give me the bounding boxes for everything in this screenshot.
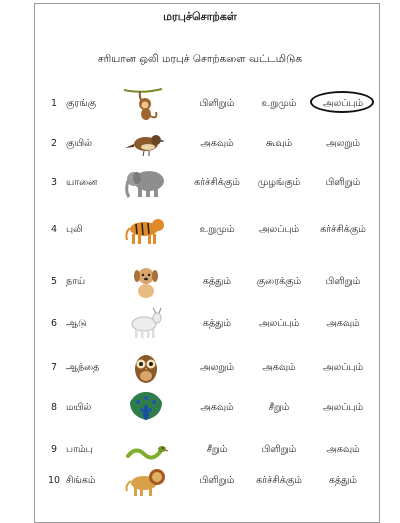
answer-option[interactable]: கர்ச்சிக்கும்	[256, 475, 302, 486]
question-row-1	[0, 86, 400, 122]
animal-name: மயில்	[66, 402, 92, 413]
answer-option[interactable]: பிளிறும்	[325, 177, 361, 188]
answer-option[interactable]: சீறும்	[206, 444, 228, 455]
question-row-10	[0, 463, 400, 499]
answer-option[interactable]: கத்தும்	[328, 475, 358, 486]
question-number: 3	[50, 177, 58, 188]
question-number: 5	[50, 276, 58, 287]
answer-option[interactable]: பிளிறும்	[261, 444, 297, 455]
answer-option[interactable]: சீறும்	[268, 402, 290, 413]
answer-option[interactable]: கூவும்	[265, 138, 293, 149]
answer-option[interactable]: அலப்பும்	[322, 402, 364, 413]
answer-option[interactable]: பிளிறும்	[199, 98, 235, 109]
elephant-icon	[122, 165, 170, 201]
owl-icon	[122, 350, 170, 386]
animal-name: யானை	[66, 177, 98, 188]
worksheet-instruction: சரியான ஒலி மரபுச் சொற்களை வட்டமிடுக	[97, 53, 303, 65]
question-row-7	[0, 350, 400, 386]
answer-option-circled[interactable]: அலப்பும்	[310, 98, 376, 110]
sparrow-icon	[122, 126, 170, 162]
question-number: 2	[50, 138, 58, 149]
question-number: 8	[50, 402, 58, 413]
peacock-icon	[122, 390, 170, 426]
question-number: 1	[50, 98, 58, 109]
animal-name: ஆந்தை	[66, 362, 100, 373]
answer-option[interactable]: அகவும்	[200, 402, 234, 413]
animal-name: குயில்	[66, 138, 93, 149]
dog-icon	[122, 264, 170, 300]
answer-option[interactable]: அலறும்	[199, 362, 235, 373]
question-number: 4	[50, 224, 58, 235]
answer-option[interactable]: குரைக்கும்	[256, 276, 302, 287]
question-number: 6	[50, 318, 58, 329]
monkey-icon	[122, 86, 170, 122]
answer-option[interactable]: கர்ச்சிக்கும்	[320, 224, 366, 235]
animal-name: பாம்பு	[66, 444, 93, 455]
answer-option[interactable]: பிளிறும்	[325, 276, 361, 287]
answer-option[interactable]: பிளிறும்	[199, 475, 235, 486]
answer-option[interactable]: அகவும்	[326, 444, 360, 455]
answer-option[interactable]: உறுமும்	[261, 98, 297, 109]
answer-option[interactable]: உறுமும்	[199, 224, 235, 235]
animal-name: நாய்	[66, 276, 86, 287]
tiger-icon	[122, 212, 170, 248]
question-number: 7	[50, 362, 58, 373]
question-row-4	[0, 212, 400, 248]
goat-icon	[122, 306, 170, 342]
lion-icon	[122, 463, 170, 499]
answer-option[interactable]: அகவும்	[326, 318, 360, 329]
question-row-8	[0, 390, 400, 426]
question-row-6	[0, 306, 400, 342]
animal-name: ஆடு	[66, 318, 87, 329]
worksheet-title: மரபுச்சொற்கள்	[163, 10, 237, 23]
answer-option[interactable]: அலறும்	[325, 138, 361, 149]
question-number: 10	[47, 475, 61, 486]
answer-option[interactable]: அகவும்	[200, 138, 234, 149]
animal-name: சிங்கம்	[66, 475, 96, 486]
answer-option[interactable]: முழங்கும்	[257, 177, 301, 188]
answer-option[interactable]: அலப்பும்	[258, 224, 300, 235]
question-row-3	[0, 165, 400, 201]
question-row-2	[0, 126, 400, 162]
question-number: 9	[50, 444, 58, 455]
answer-option[interactable]: அலப்பும்	[322, 362, 364, 373]
animal-name: புலி	[66, 224, 83, 235]
animal-name: குரங்கு	[66, 98, 97, 109]
answer-option[interactable]: அலப்பும்	[258, 318, 300, 329]
answer-option[interactable]: அகவும்	[262, 362, 296, 373]
question-row-5	[0, 264, 400, 300]
answer-option[interactable]: கத்தும்	[202, 276, 232, 287]
answer-option[interactable]: கர்ச்சிக்கும்	[194, 177, 240, 188]
answer-option[interactable]: கத்தும்	[202, 318, 232, 329]
